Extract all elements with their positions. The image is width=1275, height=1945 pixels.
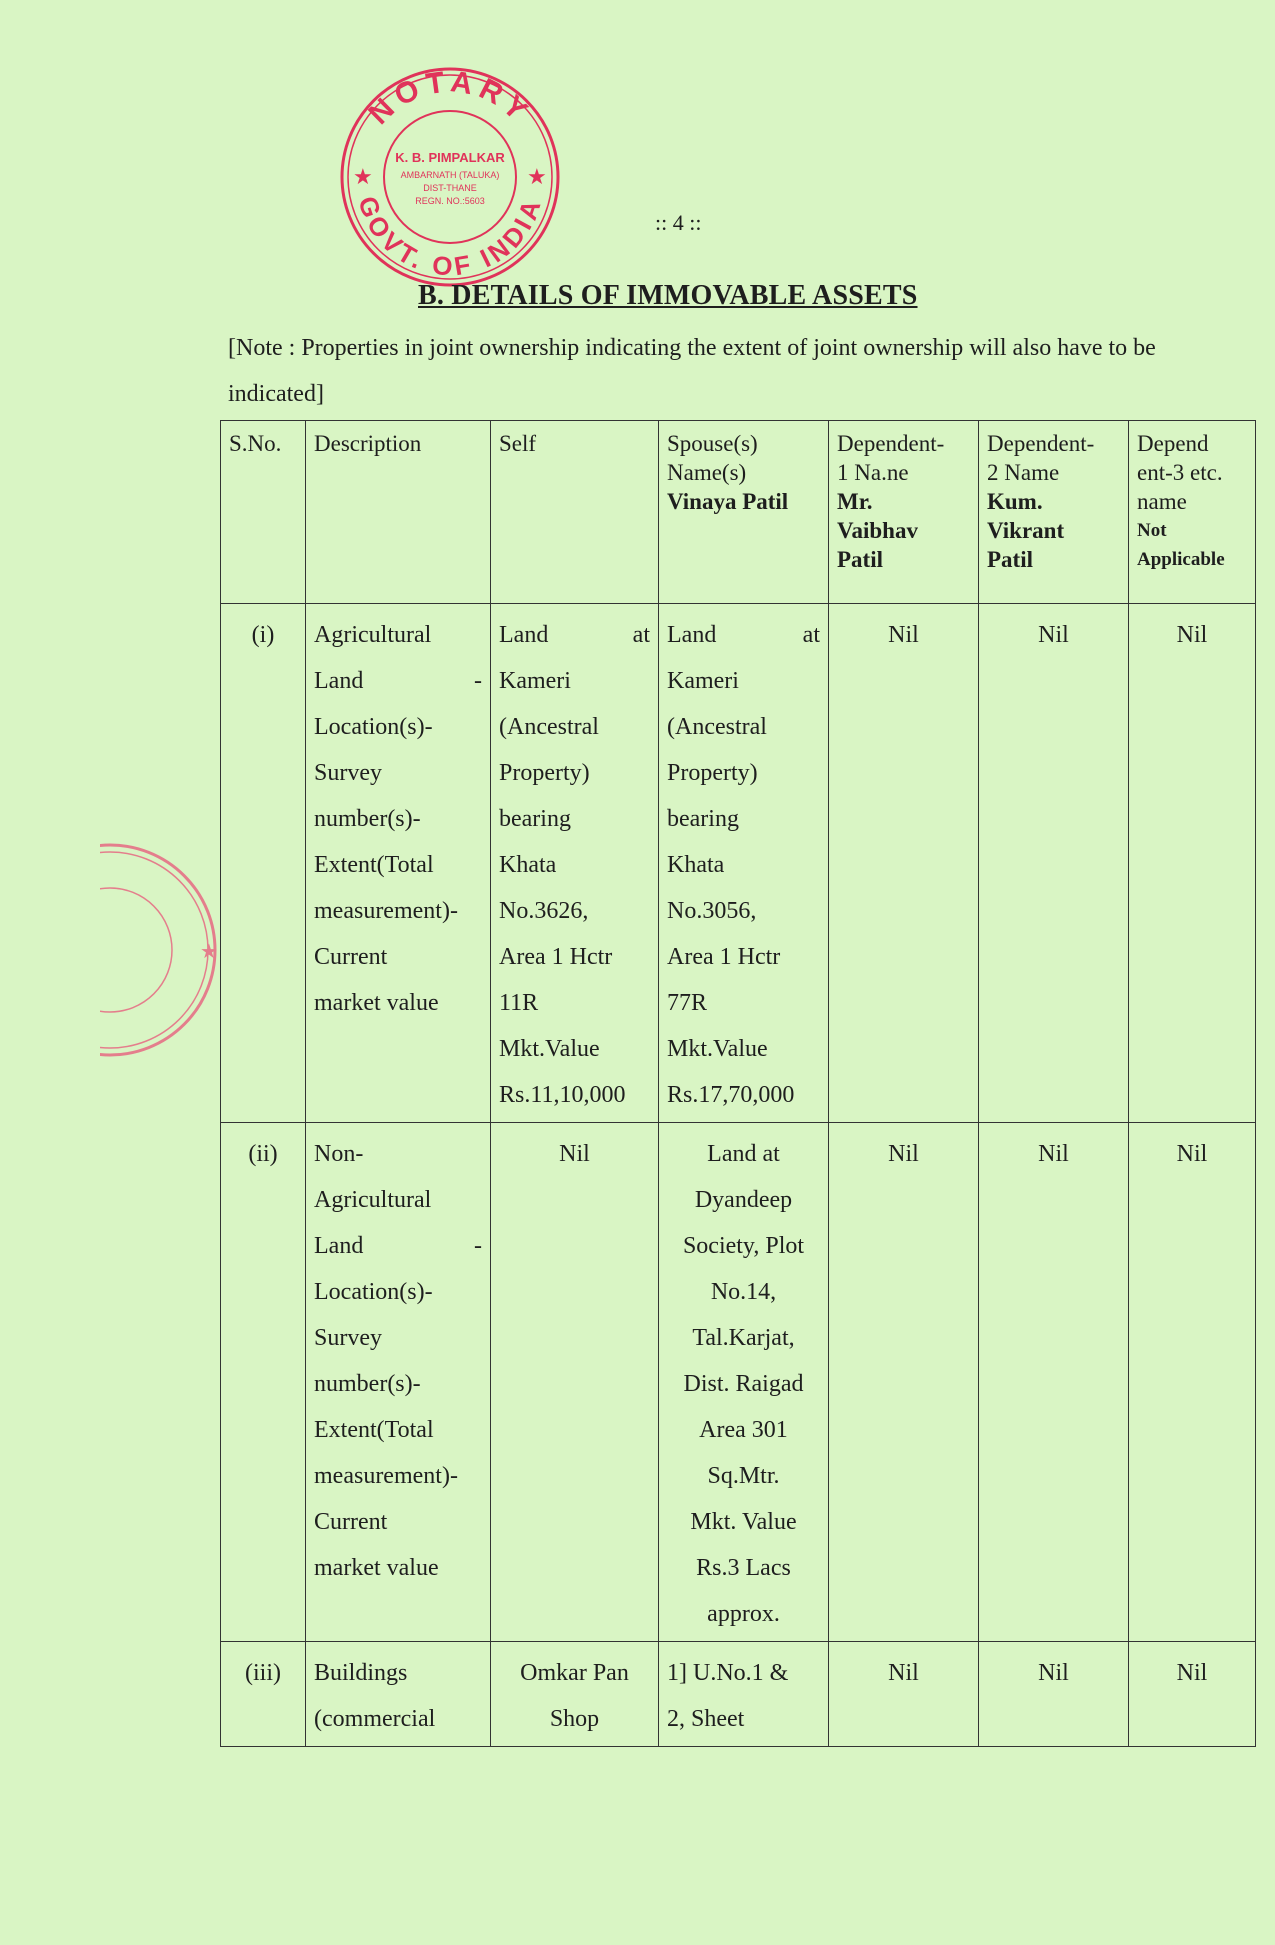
table-header-row (221, 421, 1256, 604)
table-row (221, 1123, 1256, 1642)
row-description: Agricultural Land - Location(s)- Survey number(s)- Extent(Total measurement)- Current market value (306, 604, 491, 1123)
table-row (221, 604, 1256, 1123)
seal-top-text: NOTARY (362, 65, 538, 132)
seal-name: K. B. PIMPALKAR (395, 150, 505, 165)
section-heading: B. DETAILS OF IMMOVABLE ASSETS (418, 280, 918, 311)
row-dependent-1: Nil (829, 1642, 979, 1747)
row-dependent-1: Nil (829, 604, 979, 1123)
seal-bottom-text: GOVT. OF INDIA (352, 192, 548, 282)
table-row (221, 1642, 1256, 1747)
seal-district: DIST-THANE (423, 183, 477, 193)
row-self: Land at Kameri (Ancestral Property) bearing Khata No.3626, Area 1 Hctr 11R Mkt.Value Rs.11,10,000 (491, 604, 659, 1123)
row-dependent-1: Nil (829, 1123, 979, 1642)
header-sno: S.No. (221, 421, 306, 604)
note-text: [Note : Properties in joint ownership indicating the extent of joint ownership will also have to be indicated] (228, 335, 1156, 407)
row-description: Buildings (commercial (306, 1642, 491, 1747)
row-description: Non- Agricultural Land - Location(s)- Survey number(s)- Extent(Total measurement)- Current market value (306, 1123, 491, 1642)
seal-place: AMBARNATH (TALUKA) (400, 170, 500, 180)
row-dependent-3: Nil (1129, 604, 1256, 1123)
notary-seal (335, 62, 565, 292)
header-dependent-3: Depend ent-3 etc. name Not Applicable (1129, 421, 1256, 604)
star-icon: ★ (527, 164, 547, 189)
header-self: Self (491, 421, 659, 604)
page-number: :: 4 :: (655, 210, 702, 235)
header-dependent-2: Dependent- 2 Name Kum. Vikrant Patil (979, 421, 1129, 604)
immovable-assets-table (220, 420, 1256, 1747)
star-icon: ★ (200, 941, 218, 963)
row-sno: (i) (221, 604, 306, 1123)
row-dependent-2: Nil (979, 604, 1129, 1123)
row-sno: (ii) (221, 1123, 306, 1642)
row-dependent-2: Nil (979, 1642, 1129, 1747)
header-description: Description (306, 421, 491, 604)
row-self: Nil (491, 1123, 659, 1642)
row-dependent-3: Nil (1129, 1642, 1256, 1747)
header-spouse: Spouse(s) Name(s) Vinaya Patil (659, 421, 829, 604)
notary-seal-partial (100, 840, 240, 1060)
star-icon: ★ (353, 164, 373, 189)
seal-regn: REGN. NO.:5603 (415, 196, 485, 206)
row-spouse: 1] U.No.1 & 2, Sheet (659, 1642, 829, 1747)
row-self: Omkar Pan Shop (491, 1642, 659, 1747)
row-spouse: Land at Dyandeep Society, Plot No.14, Tal.Karjat, Dist. Raigad Area 301 Sq.Mtr. Mkt. Value Rs.3 Lacs approx. (659, 1123, 829, 1642)
row-dependent-3: Nil (1129, 1123, 1256, 1642)
row-dependent-2: Nil (979, 1123, 1129, 1642)
row-sno: (iii) (221, 1642, 306, 1747)
spouse-name: Vinaya Patil (667, 489, 789, 514)
row-spouse: Land at Kameri (Ancestral Property) bearing Khata No.3056, Area 1 Hctr 77R Mkt.Value Rs.17,70,000 (659, 604, 829, 1123)
header-dependent-1: Dependent- 1 Na.ne Mr. Vaibhav Patil (829, 421, 979, 604)
